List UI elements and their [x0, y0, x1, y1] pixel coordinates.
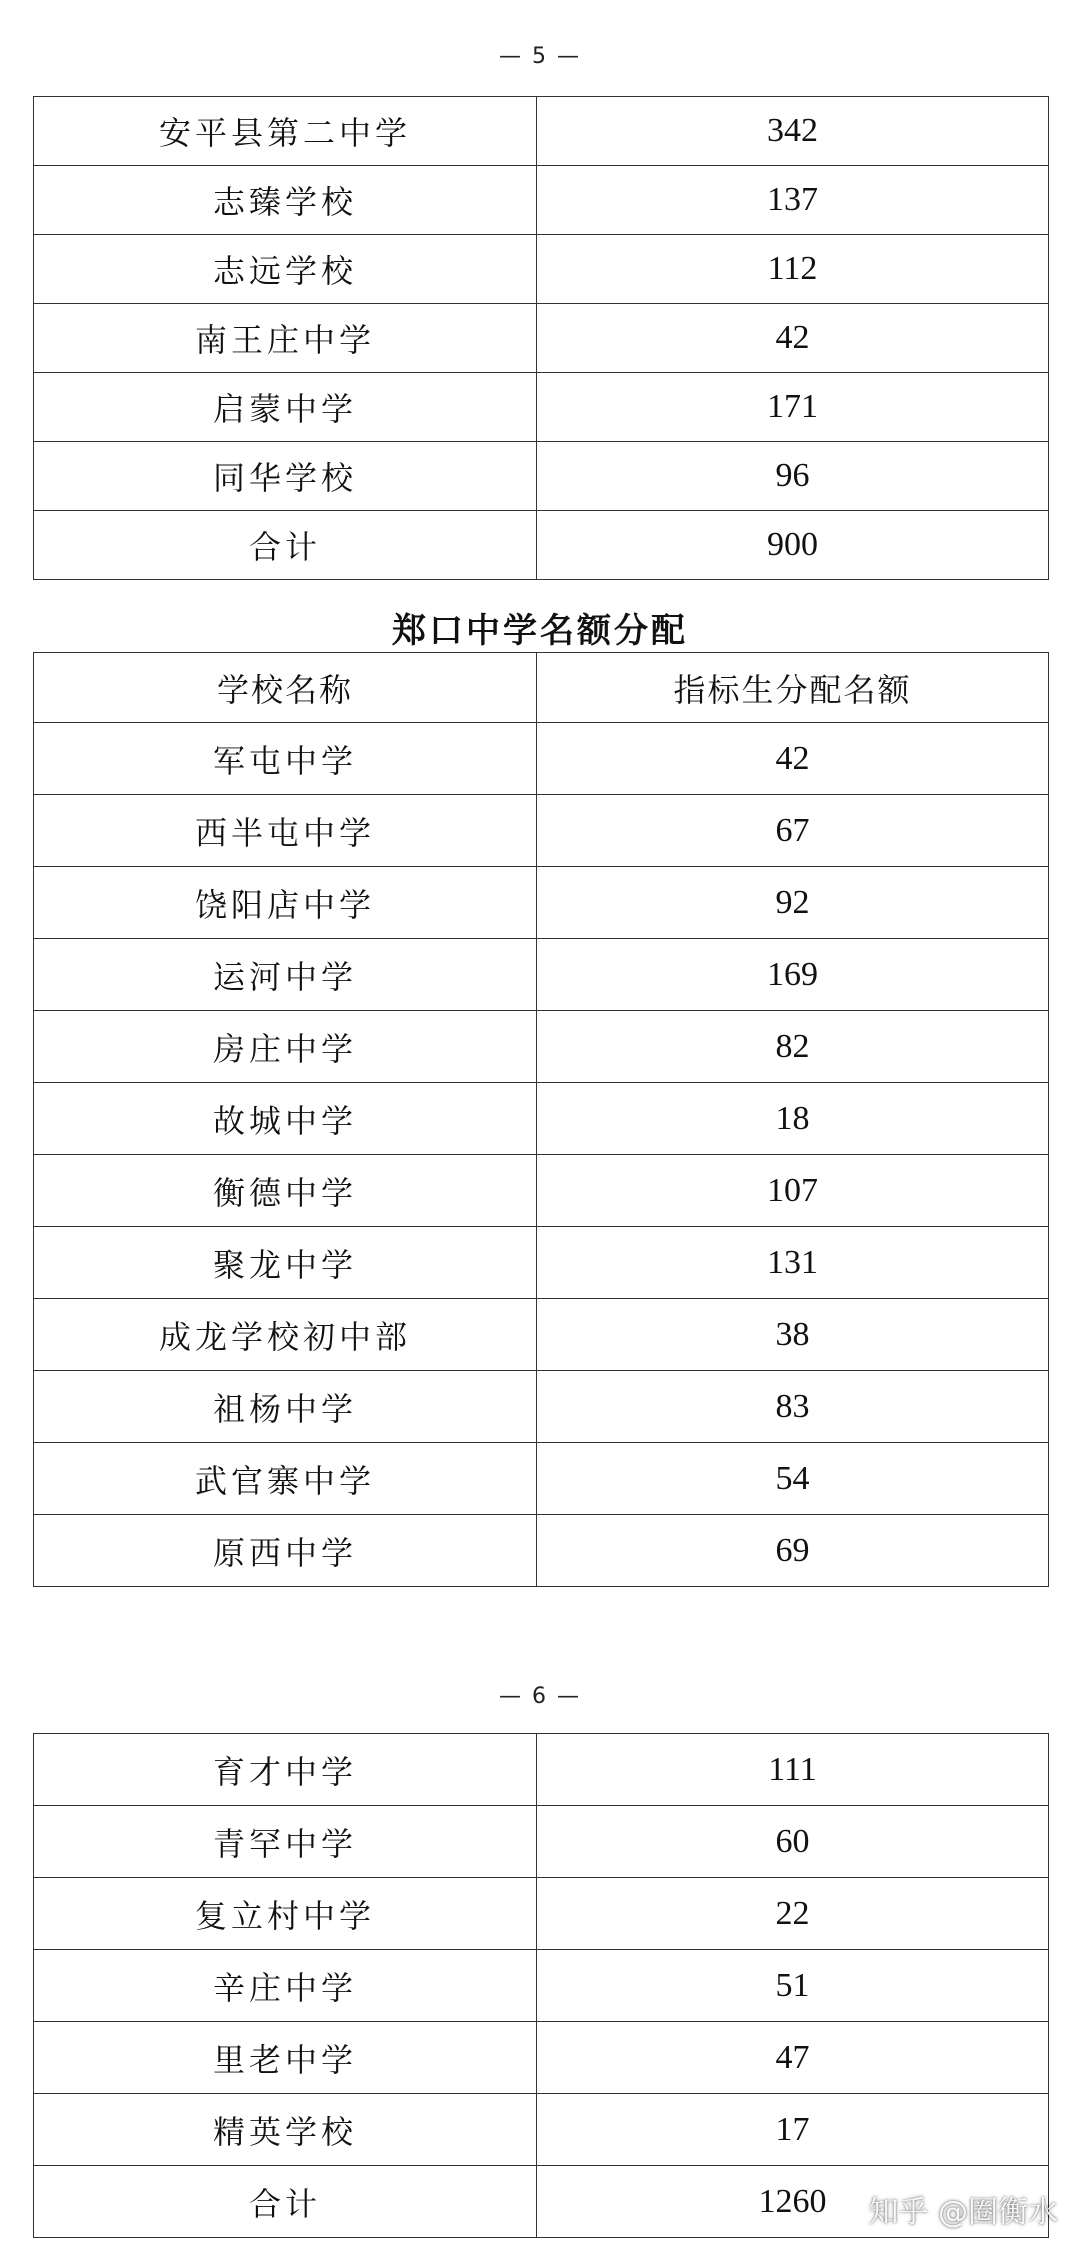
table-row	[34, 867, 1049, 939]
quota-cell: 171	[537, 373, 1049, 442]
school-name-cell: 志远学校	[34, 235, 537, 304]
quota-cell: 42	[537, 723, 1049, 795]
table-row	[34, 2094, 1049, 2166]
quota-cell: 107	[537, 1155, 1049, 1227]
school-name-cell: 同华学校	[34, 442, 537, 511]
quota-cell: 342	[537, 97, 1049, 166]
total-row	[34, 511, 1049, 580]
quota-cell: 22	[537, 1878, 1049, 1950]
table-row	[34, 304, 1049, 373]
table-row	[34, 1083, 1049, 1155]
table-row	[34, 1734, 1049, 1806]
total-value-cell: 1260	[537, 2166, 1049, 2238]
total-label-cell: 合计	[34, 511, 537, 580]
quota-cell: 111	[537, 1734, 1049, 1806]
zhengkou-allocation-table-continued	[33, 1733, 1049, 2238]
school-name-cell: 西半屯中学	[34, 795, 537, 867]
quota-cell: 17	[537, 2094, 1049, 2166]
table-row	[34, 2022, 1049, 2094]
table-header-row	[34, 653, 1049, 723]
table-row	[34, 166, 1049, 235]
quota-cell: 18	[537, 1083, 1049, 1155]
school-name-cell: 志臻学校	[34, 166, 537, 235]
quota-cell: 42	[537, 304, 1049, 373]
quota-cell: 137	[537, 166, 1049, 235]
school-name-cell: 启蒙中学	[34, 373, 537, 442]
school-name-cell: 聚龙中学	[34, 1227, 537, 1299]
school-name-cell: 复立村中学	[34, 1878, 537, 1950]
school-name-cell: 青罕中学	[34, 1806, 537, 1878]
table-title: 郑口中学名额分配	[392, 611, 688, 651]
quota-cell: 38	[537, 1299, 1049, 1371]
school-name-cell: 安平县第二中学	[34, 97, 537, 166]
table-row	[34, 442, 1049, 511]
table-row	[34, 1515, 1049, 1587]
school-name-cell: 运河中学	[34, 939, 537, 1011]
table-row	[34, 1443, 1049, 1515]
table-row	[34, 235, 1049, 304]
table-row	[34, 1878, 1049, 1950]
table-row	[34, 97, 1049, 166]
quota-cell: 92	[537, 867, 1049, 939]
table-row	[34, 1227, 1049, 1299]
school-name-cell: 里老中学	[34, 2022, 537, 2094]
school-name-cell: 南王庄中学	[34, 304, 537, 373]
table-row	[34, 795, 1049, 867]
quota-cell: 69	[537, 1515, 1049, 1587]
page-number-6: — 6 —	[499, 1684, 581, 1709]
table-row	[34, 1950, 1049, 2022]
school-name-cell: 故城中学	[34, 1083, 537, 1155]
quota-cell: 83	[537, 1371, 1049, 1443]
school-name-cell: 辛庄中学	[34, 1950, 537, 2022]
table-row	[34, 1806, 1049, 1878]
quota-cell: 169	[537, 939, 1049, 1011]
school-name-cell: 房庄中学	[34, 1011, 537, 1083]
quota-cell: 82	[537, 1011, 1049, 1083]
quota-cell: 112	[537, 235, 1049, 304]
quota-cell: 67	[537, 795, 1049, 867]
table-row	[34, 1155, 1049, 1227]
school-name-cell: 精英学校	[34, 2094, 537, 2166]
quota-cell: 51	[537, 1950, 1049, 2022]
school-name-cell: 成龙学校初中部	[34, 1299, 537, 1371]
school-name-cell: 饶阳店中学	[34, 867, 537, 939]
total-label-cell: 合计	[34, 2166, 537, 2238]
school-name-cell: 衡德中学	[34, 1155, 537, 1227]
school-name-cell: 原西中学	[34, 1515, 537, 1587]
column-header-quota: 指标生分配名额	[537, 653, 1049, 723]
quota-cell: 60	[537, 1806, 1049, 1878]
allocation-table-continued	[33, 96, 1049, 580]
zhengkou-allocation-table	[33, 652, 1049, 1587]
quota-cell: 131	[537, 1227, 1049, 1299]
table-row	[34, 1299, 1049, 1371]
table-row	[34, 1011, 1049, 1083]
table-row	[34, 723, 1049, 795]
school-name-cell: 祖杨中学	[34, 1371, 537, 1443]
total-value-cell: 900	[537, 511, 1049, 580]
table-row	[34, 373, 1049, 442]
table-row	[34, 1371, 1049, 1443]
page-number-5: — 5 —	[499, 44, 581, 69]
quota-cell: 47	[537, 2022, 1049, 2094]
school-name-cell: 育才中学	[34, 1734, 537, 1806]
table-row	[34, 939, 1049, 1011]
quota-cell: 54	[537, 1443, 1049, 1515]
school-name-cell: 军屯中学	[34, 723, 537, 795]
school-name-cell: 武官寨中学	[34, 1443, 537, 1515]
quota-cell: 96	[537, 442, 1049, 511]
watermark: 知乎 @圈衡水	[868, 2195, 1058, 2230]
column-header-school-name: 学校名称	[34, 653, 537, 723]
